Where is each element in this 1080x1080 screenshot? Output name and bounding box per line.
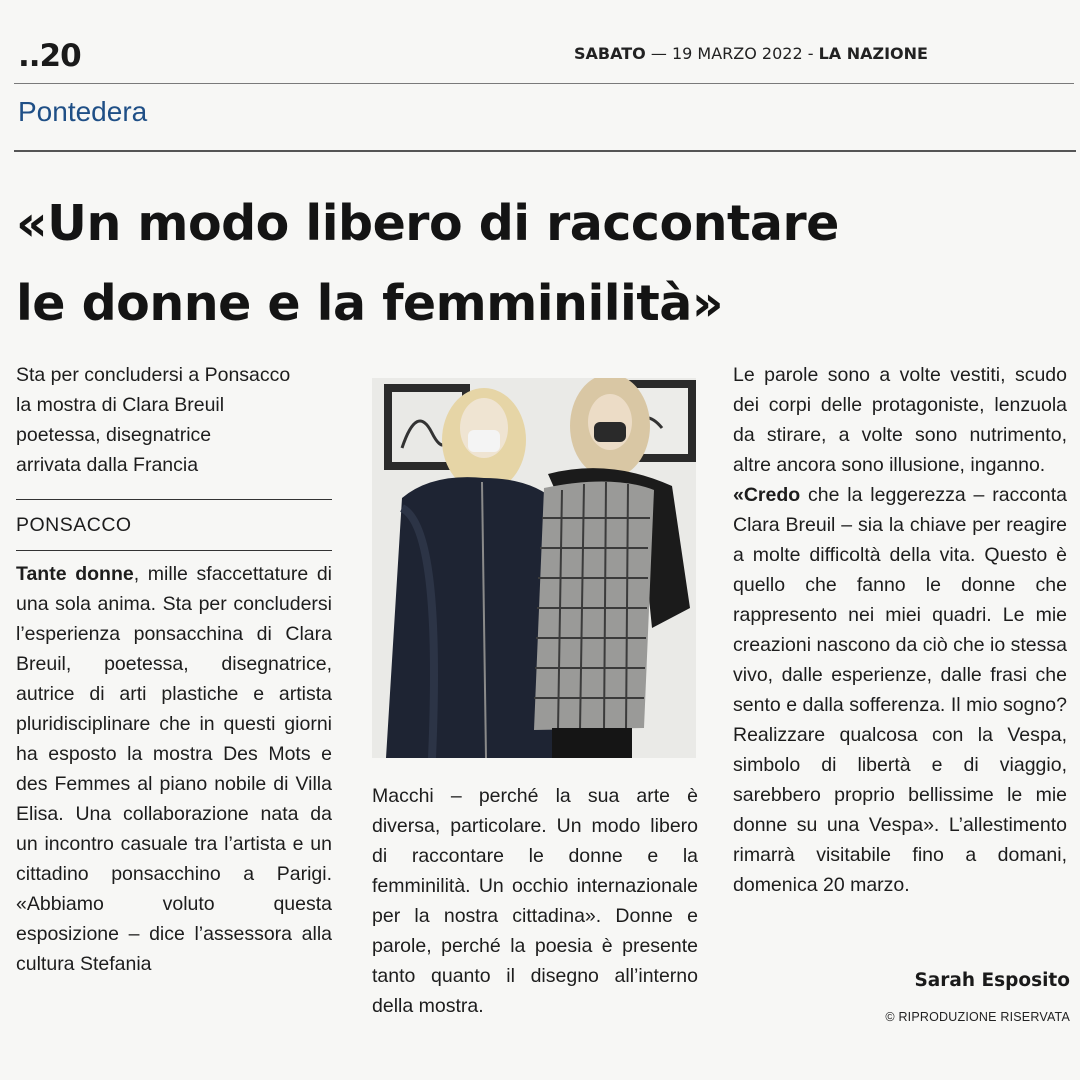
deck-line-4: arrivata dalla Francia <box>16 454 199 476</box>
body-column-2: Macchi – perché la sua arte è diversa, particolare. Un modo libero di raccontare le donne e la femminilità. Un occhio internazionale per la nostra cittadina». Donne e parole, perché la poesia è presente tanto quanto il disegno all’interno della mostra. <box>372 785 698 1017</box>
quote-lead-in: «Credo <box>733 484 801 506</box>
headline-line-2: le donne e la femminilità» <box>16 275 723 332</box>
dateline-day: SABATO <box>574 44 646 63</box>
dateline-date: 19 MARZO 2022 <box>671 44 803 63</box>
dateline-publication: LA NAZIONE <box>818 44 928 63</box>
deck-rule <box>16 499 332 500</box>
article-photo <box>372 378 696 758</box>
section-rule <box>14 150 1076 152</box>
page-number: ..20 <box>18 38 81 74</box>
headline-line-1: «Un modo libero di raccontare <box>16 195 839 252</box>
article-column-1 <box>16 360 332 979</box>
body-column-3-para-1: Le parole sono a volte vestiti, scudo dei corpi delle protagoniste, lenzuola da stirare, a volte sono nutrimento, altre ancora sono illusione, inganno. <box>733 364 1067 476</box>
article-column-2 <box>372 781 698 1021</box>
article-byline: Sarah Esposito <box>914 970 1070 991</box>
header-rule <box>14 83 1074 84</box>
deck-line-2: la mostra di Clara Breuil <box>16 394 225 416</box>
copyright-notice: © RIPRODUZIONE RISERVATA <box>885 1010 1070 1024</box>
deck-line-3: poetessa, disegnatrice <box>16 424 212 446</box>
article-deck <box>16 360 332 480</box>
body-text-1: , mille sfaccettature di una sola anima. Sta per concludersi l’esperienza ponsacchina di Clara Breuil, poetessa, disegnatrice, autrice di arti plastiche e artista pluridisciplinare che in questi giorni ha esposto la mostra Des Mots e des Femmes al piano nobile di Villa Elisa. Una collaborazione nata da un incontro casuale tra l’artista e un cittadino ponsacchino a Parigi. «Abbiamo voluto questa esposizione – dice l’assessora alla cultura Stefania <box>16 563 333 975</box>
photo-illustration <box>372 378 696 758</box>
body-text-3: che la leggerezza – racconta Clara Breuil – sia la chiave per reagire a molte difficoltà della vita. Questo è quello che fanno le donne che rappresento nei miei quadri. Le mie creazioni nascono da ciò che io stessa vivo, dalle esperienze, dalle frasi che sento e dalla sofferenza. Il mio sogno? Realizzare qualcosa con la Vespa, simbolo di libertà e di viaggio, sarebbero proprio bellissime le mie donne su una Vespa». L’allestimento rimarrà visitabile fino a domani, domenica 20 marzo. <box>733 484 1067 896</box>
section-title: Pontedera <box>18 96 148 127</box>
article-column-3 <box>733 360 1067 900</box>
dateline-location: PONSACCO <box>16 514 132 536</box>
article-headline <box>16 184 1076 344</box>
location-rule <box>16 550 332 551</box>
lead-in: Tante donne <box>16 563 134 585</box>
deck-line-1: Sta per concludersi a Ponsacco <box>16 364 291 386</box>
dateline: SABATO — 19 MARZO 2022 - LA NAZIONE <box>574 44 928 63</box>
body-column-1 <box>16 559 332 979</box>
body-column-3-para-2 <box>733 480 1067 900</box>
